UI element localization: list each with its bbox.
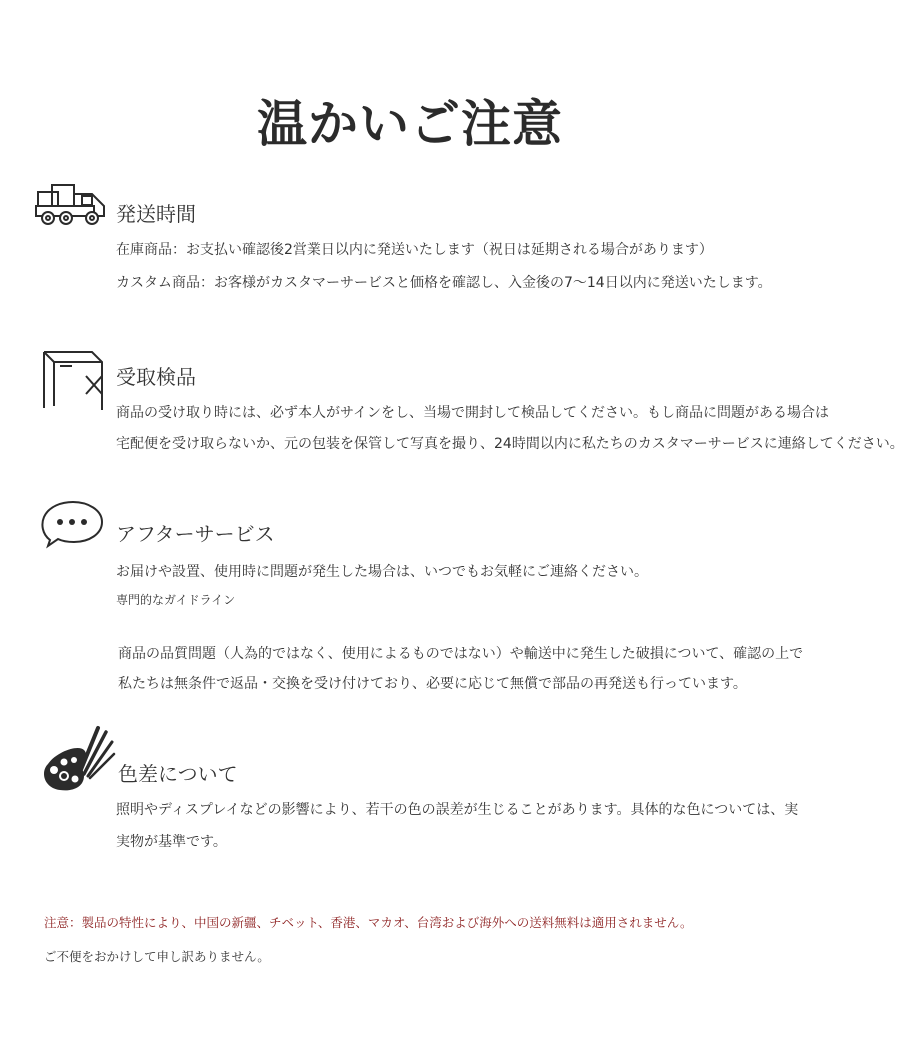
guideline-label: 専門的なガイドライン xyxy=(116,593,236,607)
package-box-icon xyxy=(40,346,106,412)
shipping-stock-text: 在庫商品：お支払い確認後2営業日以内に発送いたします（祝日は延期される場合があります） xyxy=(116,242,713,258)
apology-text: ご不便をおかけして申し訳ありません。 xyxy=(44,949,270,964)
section-heading-shipping: 発送時間 xyxy=(116,202,196,226)
shipping-exclusion-notice: 注意：製品の特性により、中国の新疆、チベット、香港、マカオ、台湾および海外への送料無料は適用されません。 xyxy=(44,915,693,930)
section-heading-after-service: アフターサービス xyxy=(116,522,275,546)
shipping-custom-text: カスタム商品：お客様がカスタマーサービスと価格を確認し、入金後の7〜14日以内に発送いたします。 xyxy=(116,275,772,291)
section-heading-color-difference: 色差について xyxy=(118,762,238,786)
color-difference-text-1: 照明やディスプレイなどの影響により、若干の色の誤差が生じることがあります。具体的な色については、実 xyxy=(116,802,799,818)
paint-palette-icon xyxy=(40,724,116,794)
after-service-text: お届けや設置、使用時に問題が発生した場合は、いつでもお気軽にご連絡ください。 xyxy=(116,564,648,580)
color-difference-text-2: 実物が基準です。 xyxy=(116,834,227,850)
truck-icon xyxy=(34,182,114,228)
inspection-text-2: 宅配便を受け取らないか、元の包装を保管して写真を撮り、24時間以内に私たちのカスタマーサービスに連絡してください。 xyxy=(116,436,904,452)
page-title: 温かいご注意 xyxy=(257,95,563,153)
guideline-text-1: 商品の品質問題（人為的ではなく、使用によるものではない）や輸送中に発生した破損について、確認の上で xyxy=(118,646,804,662)
chat-bubble-icon xyxy=(40,500,106,552)
guideline-text-2: 私たちは無条件で返品・交換を受け付けており、必要に応じて無償で部品の再発送も行っています。 xyxy=(118,676,747,692)
section-heading-inspection: 受取検品 xyxy=(116,365,196,389)
inspection-text-1: 商品の受け取り時には、必ず本人がサインをし、当場で開封して検品してください。もし商品に問題がある場合は xyxy=(116,405,830,421)
